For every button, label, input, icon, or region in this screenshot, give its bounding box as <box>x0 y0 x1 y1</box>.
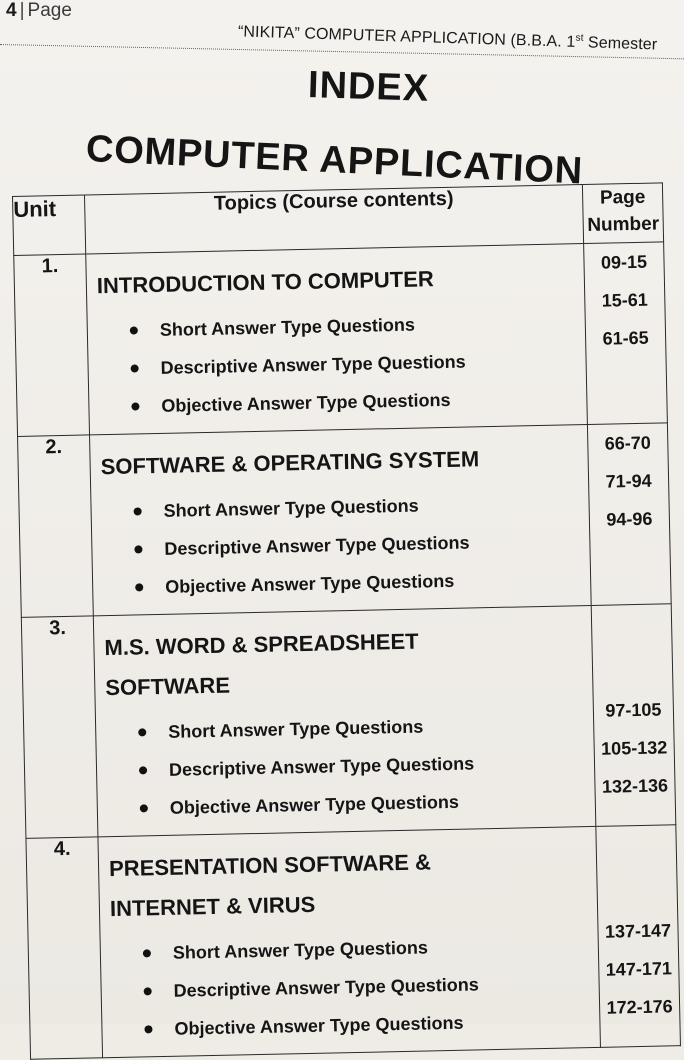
bullet-icon <box>135 583 143 591</box>
page-range: 15-61 <box>601 289 649 311</box>
question-list <box>96 704 595 828</box>
page-range: 94-96 <box>606 508 653 530</box>
bullet-icon <box>144 1025 152 1033</box>
running-head-end: Semester <box>583 34 658 54</box>
page-range: 97-105 <box>605 699 662 721</box>
list-item: Short Answer Type Questions <box>129 302 585 350</box>
page-ranges <box>591 604 676 827</box>
page-range: 137-147 <box>604 920 672 942</box>
list-item: Short Answer Type Questions <box>138 704 594 752</box>
header-topics: Topics (Course contents) <box>84 185 583 254</box>
page-ranges <box>596 825 681 1048</box>
page-range: 105-132 <box>600 737 668 759</box>
unit-title-line1: PRESENTATION SOFTWARE & <box>108 849 432 882</box>
question-list <box>101 925 600 1049</box>
running-head-text: “NIKITA” COMPUTER APPLICATION (B.B.A. 1 <box>237 23 576 51</box>
unit-title <box>98 827 597 929</box>
list-item: Descriptive Answer Type Questions <box>143 963 599 1011</box>
bullet-icon <box>131 402 139 410</box>
bullet-icon <box>131 364 139 372</box>
bullet-icon <box>140 804 148 812</box>
unit-title <box>94 606 593 708</box>
list-item: Objective Answer Type Questions <box>131 378 587 426</box>
subject-title: COMPUTER APPLICATION <box>85 128 584 193</box>
bullet-icon <box>130 326 138 334</box>
list-item: Descriptive Answer Type Questions <box>130 340 586 388</box>
list-item: Short Answer Type Questions <box>142 925 598 973</box>
unit-title-line2: SOFTWARE <box>105 672 231 701</box>
bullet-icon <box>143 949 151 957</box>
page-range: 61-65 <box>602 327 649 349</box>
page-number-value: 4 <box>6 0 17 21</box>
bullet-icon <box>139 766 147 774</box>
header-page-line2: Number <box>587 213 660 236</box>
list-item: Short Answer Type Questions <box>133 483 589 531</box>
page-range: 132-136 <box>601 775 669 797</box>
bullet-icon <box>138 728 146 736</box>
index-table-wrapper <box>12 182 680 1059</box>
unit-topics <box>98 826 601 1057</box>
page-range: 71-94 <box>605 470 652 492</box>
unit-number: 2. <box>18 435 94 617</box>
unit-title: INTRODUCTION TO COMPUTER <box>96 266 435 299</box>
header-page-number <box>582 183 663 244</box>
page-range: 66-70 <box>604 432 652 454</box>
table-row <box>18 423 672 618</box>
list-item: Descriptive Answer Type Questions <box>139 742 595 790</box>
bullet-icon <box>134 545 142 553</box>
table-row <box>14 242 668 437</box>
list-item: Objective Answer Type Questions <box>144 1001 600 1049</box>
list-item: Objective Answer Type Questions <box>139 780 595 828</box>
page-ranges <box>587 423 671 606</box>
bullet-icon <box>144 987 152 995</box>
unit-title-line1: M.S. WORD & SPREADSHEET <box>104 628 419 661</box>
page-label: Page <box>27 0 72 21</box>
list-item: Objective Answer Type Questions <box>135 559 591 607</box>
bullet-icon <box>134 507 142 515</box>
page-ranges <box>584 242 668 425</box>
running-head-superscript: st <box>575 32 584 44</box>
page-range: 147-171 <box>605 958 673 980</box>
unit-number: 4. <box>26 837 103 1059</box>
unit-title: SOFTWARE & OPERATING SYSTEM <box>100 446 480 480</box>
unit-topics <box>86 244 588 435</box>
header-unit: Unit <box>13 195 86 255</box>
unit-number: 3. <box>21 616 98 838</box>
header-page-line1: Page <box>599 186 646 209</box>
question-list <box>91 483 590 607</box>
table-row <box>26 825 680 1060</box>
page-number: 4 | Page <box>6 0 72 21</box>
index-title: INDEX <box>307 64 430 110</box>
table-row <box>21 604 675 839</box>
page-range: 09-15 <box>600 251 648 273</box>
page-header <box>0 0 684 54</box>
unit-topics <box>90 424 592 615</box>
question-list <box>87 302 586 426</box>
index-table <box>12 182 681 1059</box>
page-range: 172-176 <box>606 996 673 1018</box>
list-item: Descriptive Answer Type Questions <box>134 521 590 569</box>
unit-number: 1. <box>14 254 90 436</box>
unit-topics <box>93 605 596 836</box>
unit-title-line2: INTERNET & VIRUS <box>109 891 316 922</box>
